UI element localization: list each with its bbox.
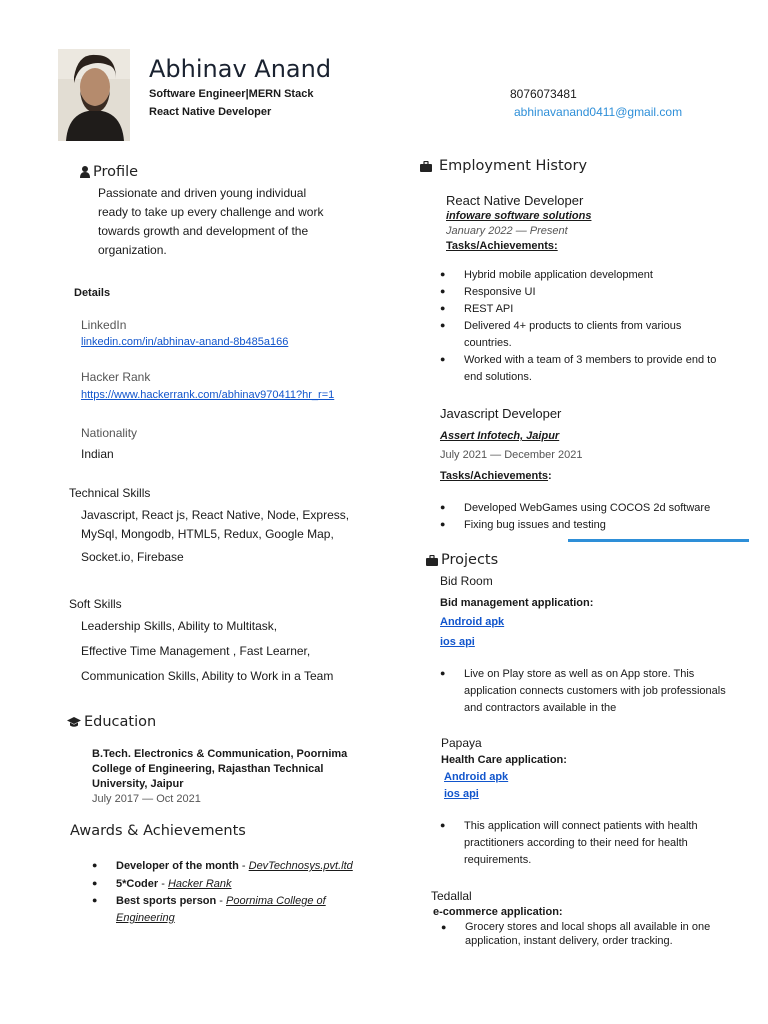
profile-line-2: ready to take up every challenge and work <box>98 205 324 219</box>
technical-skills-heading: Technical Skills <box>69 486 151 500</box>
profile-line-4: organization. <box>98 243 167 257</box>
job-company: infoware software solutions <box>446 210 592 222</box>
job-task-item: ● Hybrid mobile application development <box>464 267 714 284</box>
employment-heading <box>420 158 587 174</box>
details-heading: Details <box>74 287 111 299</box>
nationality-value: Indian <box>81 447 114 461</box>
project-name: Bid Room <box>440 574 493 588</box>
award-item <box>116 858 386 875</box>
project-subtitle: Health Care application: <box>441 754 567 766</box>
soft-skills-line-1: Leadership Skills, Ability to Multitask, <box>81 619 278 633</box>
award-title: Developer of the month <box>116 860 239 872</box>
ios-api-link[interactable]: ios api <box>440 636 475 648</box>
award-separator: - <box>238 860 249 872</box>
job-title-1: Software Engineer|MERN Stack <box>149 88 314 100</box>
education-line-2: College of Engineering, Rajasthan Technical <box>92 763 324 775</box>
accent-divider <box>568 539 749 542</box>
tech-skills-line-3: Socket.io, Firebase <box>81 550 184 564</box>
soft-skills-heading: Soft Skills <box>69 597 122 611</box>
profile-heading <box>80 164 138 180</box>
linkedin-label: LinkedIn <box>81 318 127 332</box>
award-separator: - <box>216 895 227 907</box>
ios-api-link[interactable]: ios api <box>444 788 479 800</box>
tech-skills-line-1: Javascript, React js, React Native, Node, Express, <box>81 508 350 522</box>
job-role: React Native Developer <box>446 193 584 208</box>
award-item <box>116 876 386 893</box>
candidate-name: Abhinav Anand <box>149 55 332 83</box>
job-tasks-label <box>440 470 552 482</box>
award-title: 5*Coder <box>116 878 159 890</box>
phone-number: 8076073481 <box>510 87 577 101</box>
profile-heading-text: Profile <box>93 164 139 180</box>
android-apk-link[interactable]: Android apk <box>440 616 505 628</box>
job-tasks-label-colon: : <box>548 470 552 482</box>
award-separator: - <box>158 878 168 890</box>
employment-heading-text: Employment History <box>439 158 588 174</box>
nationality-label: Nationality <box>81 426 138 440</box>
education-heading-text: Education <box>84 714 157 730</box>
person-icon <box>80 166 90 178</box>
graduation-cap-icon <box>67 716 81 728</box>
profile-line-1: Passionate and driven young individual <box>98 186 307 200</box>
job-dates: January 2022 — Present <box>446 225 568 237</box>
profile-line-3: towards growth and development of the <box>98 224 309 238</box>
project-description: ● Grocery stores and local shops all available in one application, instant delivery, order tracking. <box>465 920 727 948</box>
soft-skills-line-3: Communication Skills, Ability to Work in a Team <box>81 669 334 683</box>
hackerrank-link[interactable]: https://www.hackerrank.com/abhinav970411?hr_r=1 <box>81 389 335 401</box>
job-task-item: ● REST API <box>464 301 714 318</box>
award-item <box>116 893 366 927</box>
award-link[interactable]: Hacker Rank <box>167 878 232 890</box>
project-description: ● Live on Play store as well as on App store. This application connects customers with job professionals and contractors available in the <box>464 666 726 717</box>
linkedin-link[interactable]: linkedin.com/in/abhinav-anand-8b485a166 <box>81 336 289 348</box>
job-task-item: ● Responsive UI <box>464 284 714 301</box>
job-role: Javascript Developer <box>440 406 562 421</box>
award-link[interactable]: Poornima College of Engineering <box>116 895 326 924</box>
education-line-1: B.Tech. Electronics & Communication, Poornima <box>92 748 348 760</box>
education-dates: July 2017 — Oct 2021 <box>92 793 201 805</box>
project-name: Papaya <box>441 736 482 750</box>
job-task-item: ● Developed WebGames using COCOS 2d software <box>464 500 744 517</box>
job-title-2: React Native Developer <box>149 106 272 118</box>
education-line-3: University, Jaipur <box>92 778 184 790</box>
android-apk-link[interactable]: Android apk <box>444 771 509 783</box>
job-dates: July 2021 — December 2021 <box>440 449 583 461</box>
briefcase-icon <box>420 161 432 172</box>
education-heading <box>67 714 156 730</box>
job-task-item: ● Delivered 4+ products to clients from various countries. <box>464 318 724 352</box>
job-tasks-label: Tasks/Achievements: <box>446 240 558 252</box>
job-company: Assert Infotech, Jaipur <box>440 430 560 442</box>
awards-heading: Awards & Achievements <box>70 823 246 839</box>
projects-heading <box>426 552 498 568</box>
job-tasks-label-text: Tasks/Achievements <box>440 470 549 482</box>
hackerrank-label: Hacker Rank <box>81 370 151 384</box>
project-description: ● This application will connect patients with health practitioners according to their need for health requirements. <box>464 818 726 869</box>
project-subtitle: Bid management application: <box>440 597 594 609</box>
job-task-item: ● Fixing bug issues and testing <box>464 517 744 534</box>
profile-photo <box>58 49 130 141</box>
project-name: Tedallal <box>431 889 472 903</box>
job-task-item: ● Worked with a team of 3 members to provide end to end solutions. <box>464 352 724 386</box>
soft-skills-line-2: Effective Time Management , Fast Learner, <box>81 644 311 658</box>
award-link[interactable]: DevTechnosys.pvt.ltd <box>248 860 353 872</box>
briefcase-icon <box>426 555 438 566</box>
projects-heading-text: Projects <box>441 552 499 568</box>
project-subtitle: e-commerce application: <box>433 906 563 918</box>
award-title: Best sports person <box>116 895 217 907</box>
email-address[interactable]: abhinavanand0411@gmail.com <box>514 105 683 119</box>
tech-skills-line-2: MySql, Mongodb, HTML5, Redux, Google Map, <box>81 527 334 541</box>
